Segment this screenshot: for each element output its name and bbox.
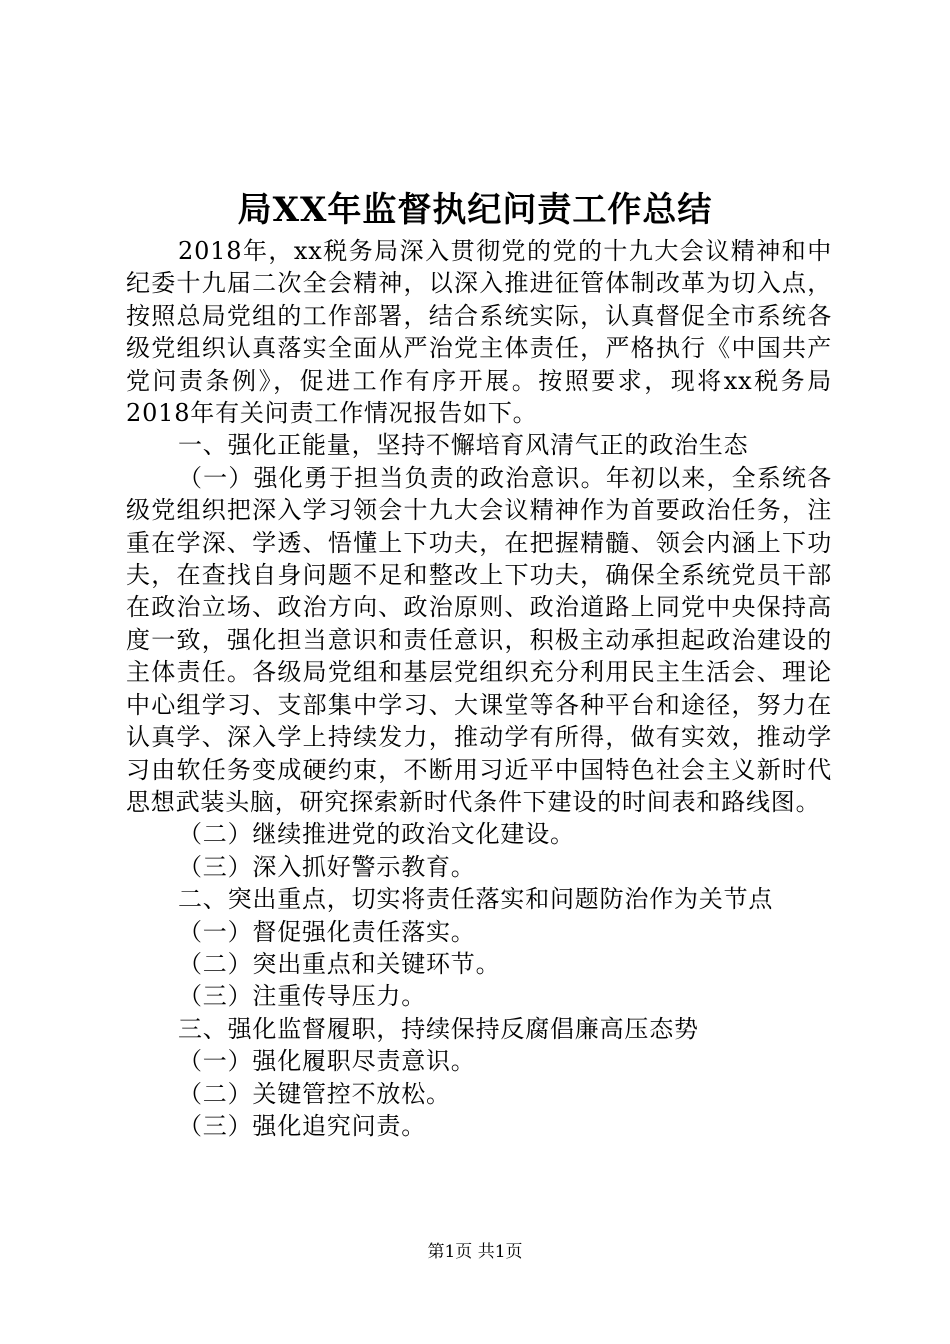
section-1-item-1-paragraph: （一）强化勇于担当负责的政治意识。年初以来，全系统各级党组织把深入学习领会十九大会议精神作为首要政治任务，注重在学深、学透、悟懂上下功夫，在把握精髓、领会内涵上下功夫，在查找自身问题不足和整改上下功夫，确保全系统党员干部在政治立场、政治方向、政治原则、政治道路上同党中央保持高度一致，强化担当意识和责任意识，积极主动承担起政治建设的主体责任。各级局党组和基层党组织充分利用民主生活会、理论中心组学习、支部集中学习、大课堂等各种平台和途径，努力在认真学、深入学上持续发力，推动学有所得，做有实效，推动学习由软任务变成硬约束，不断用习近平中国特色社会主义新时代思想武装头脑，研究探索新时代条件下建设的时间表和路线图。 <box>126 463 832 816</box>
section-2-item-2: （二）突出重点和关键环节。 <box>178 949 501 978</box>
section-3-item-2: （二）关键管控不放松。 <box>178 1079 451 1108</box>
intro-paragraph: 2018年，xx税务局深入贯彻党的党的十九大会议精神和中纪委十九届二次全会精神，以深入推进征管体制改革为切入点，按照总局党组的工作部署，结合系统实际，认真督促全市系统各级党组织认真落实全面从严治党主体责任，严格执行《中国共产党问责条例》，促进工作有序开展。按照要求，现将xx税务局2018年有关问责工作情况报告如下。 <box>126 237 832 428</box>
section-3-item-3: （三）强化追究问责。 <box>178 1111 426 1140</box>
document-body <box>126 235 832 1142</box>
page-number-footer: 第1页 共1页 <box>427 1242 523 1262</box>
document-title: 局XX年监督执纪问责工作总结 <box>237 190 713 230</box>
section-1-item-2: （二）继续推进党的政治文化建设。 <box>178 820 575 849</box>
section-1-item-3: （三）深入抓好警示教育。 <box>178 852 476 881</box>
section-2-item-1: （一）督促强化责任落实。 <box>178 917 476 946</box>
section-heading-1: 一、强化正能量，坚持不懈培育风清气正的政治生态 <box>178 431 749 460</box>
section-3-item-1: （一）强化履职尽责意识。 <box>178 1047 476 1076</box>
section-heading-3: 三、强化监督履职，持续保持反腐倡廉高压态势 <box>178 1014 699 1043</box>
section-heading-2: 二、突出重点，切实将责任落实和问题防治作为关节点 <box>178 885 774 914</box>
section-2-item-3: （三）注重传导压力。 <box>178 982 426 1011</box>
